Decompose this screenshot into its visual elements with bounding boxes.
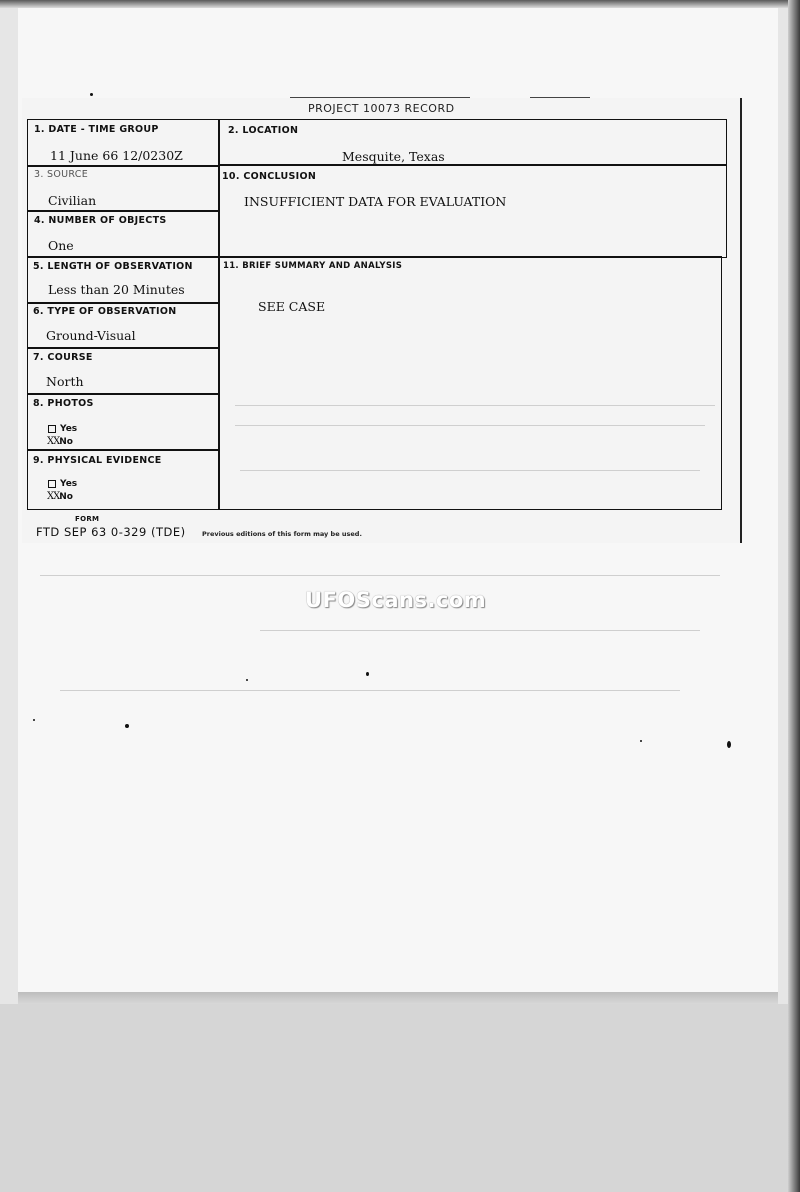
sheet-shadow [18,992,778,1004]
source-bottom-rule [27,210,218,212]
scan-top-edge [0,0,800,8]
dust-speck [366,672,369,676]
top-section-divider [218,119,220,258]
bleed-through-line [260,630,700,631]
physical-evidence-no-mark: XX [47,491,60,502]
brief-summary-value: SEE CASE [258,299,326,314]
scan-right-edge [788,0,800,1192]
source-value: Civilian [48,193,97,208]
date-time-group-value: 11 June 66 12/0230Z [50,148,183,163]
scan-lower-area [0,1004,788,1192]
length-of-observation-value: Less than 20 Minutes [48,282,185,297]
bottom-section-divider [218,256,220,510]
date-time-group-label: 1. DATE - TIME GROUP [34,124,159,135]
course-label: 7. COURSE [33,352,93,363]
location-bottom-rule [218,164,727,166]
photos-no-mark: XX [47,436,60,447]
top-section-box [27,119,727,258]
bleed-through-line [60,690,680,691]
photos-no-text: No [59,437,73,447]
bleed-through-line [240,470,700,471]
number-of-objects-value: One [48,238,74,253]
physical-evidence-no-option [47,491,73,502]
dust-speck [125,724,129,728]
form-title: PROJECT 10073 RECORD [308,102,455,115]
physical-evidence-no-text: No [59,492,73,502]
footer-form-id: FTD SEP 63 0-329 (TDE) [36,525,186,539]
length-bottom-rule [27,302,218,304]
number-of-objects-label: 4. NUMBER OF OBJECTS [34,215,167,226]
course-bottom-rule [27,393,218,395]
dust-speck [640,740,642,742]
course-value: North [46,374,84,389]
dust-speck [246,679,248,681]
dust-speck [727,741,731,748]
footer-form-word: FORM [75,515,100,523]
physical-evidence-yes-text: Yes [60,479,78,489]
source-label: 3. SOURCE [34,169,89,180]
brief-summary-label: 11. BRIEF SUMMARY AND ANALYSIS [223,261,403,271]
physical-evidence-yes-checkbox-icon [48,480,56,488]
watermark: UFOScans.com [305,588,487,612]
type-bottom-rule [27,347,218,349]
bleed-through-line [235,425,705,426]
location-value: Mesquite, Texas [342,149,445,164]
physical-evidence-label: 9. PHYSICAL EVIDENCE [33,455,162,466]
photos-yes-checkbox-icon [48,425,56,433]
dust-speck [90,93,93,96]
type-of-observation-label: 6. TYPE OF OBSERVATION [33,306,177,317]
bleed-through-line [40,575,720,576]
title-rule-right [530,97,590,98]
dust-speck [33,719,35,721]
photos-bottom-rule [27,449,218,451]
title-rule-left [290,97,470,98]
conclusion-label: 10. CONCLUSION [222,171,317,182]
conclusion-value: INSUFFICIENT DATA FOR EVALUATION [244,194,507,209]
length-of-observation-label: 5. LENGTH OF OBSERVATION [33,261,193,272]
date-bottom-rule [27,165,218,167]
type-of-observation-value: Ground-Visual [46,328,136,343]
photos-yes-text: Yes [60,424,78,434]
bleed-through-line [235,405,715,406]
physical-evidence-yes-option [48,479,77,489]
location-label: 2. LOCATION [228,125,299,136]
photos-no-option [47,436,73,447]
photos-label: 8. PHOTOS [33,398,94,409]
photos-yes-option [48,424,77,434]
footer-note: Previous editions of this form may be used. [202,530,362,538]
